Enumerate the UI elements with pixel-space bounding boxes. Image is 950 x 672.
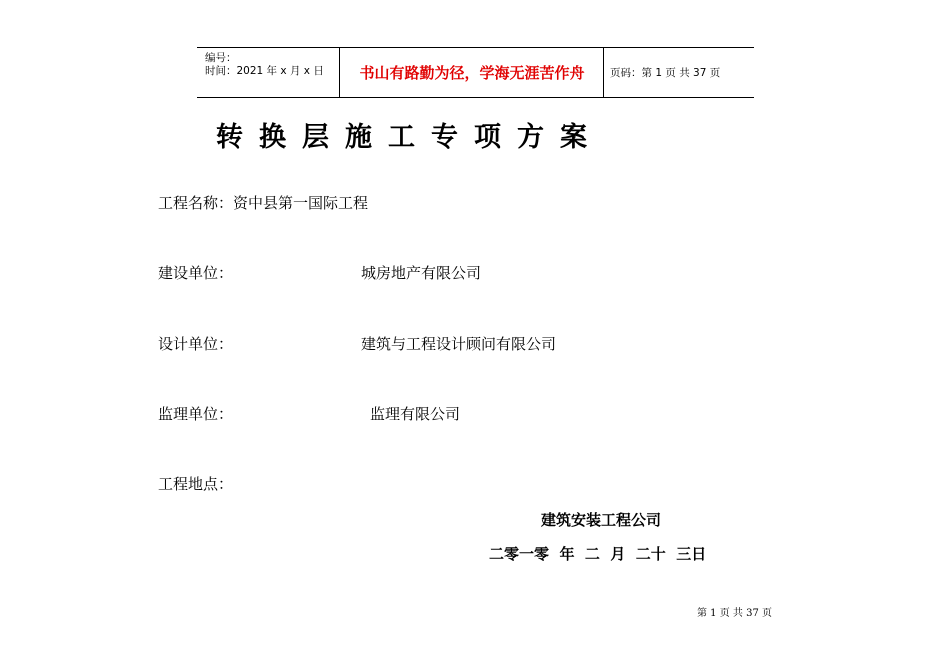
signature-company: 建筑安装工程公司 xyxy=(541,511,662,529)
designer-value: 建筑与工程设计顾问有限公司 xyxy=(361,335,557,353)
number-label: 编号： xyxy=(205,52,237,64)
header-motto: 书山有路勤为径，学海无涯苦作舟 xyxy=(359,64,585,82)
header-divider xyxy=(603,48,604,97)
document-title: 转换层施工专项方案 xyxy=(216,122,603,153)
supervisor-value: 监理有限公司 xyxy=(370,405,461,423)
header-page-info: 页码：第 1 页 共 37 页 xyxy=(610,67,721,79)
project-name: 工程名称：资中县第一国际工程 xyxy=(158,194,369,212)
page-footer: 第 1 页 共 37 页 xyxy=(697,608,772,619)
document-header xyxy=(197,47,754,98)
builder-value: 城房地产有限公司 xyxy=(361,264,482,282)
builder-label: 建设单位： xyxy=(158,264,234,282)
header-meta xyxy=(205,52,324,78)
time-label: 时间：2021 年 x 月 x 日 xyxy=(205,65,324,77)
signature-date: 二零一零 年 二 月 二十 三日 xyxy=(489,545,707,563)
supervisor-label: 监理单位： xyxy=(158,405,234,423)
location-label: 工程地点： xyxy=(158,475,234,493)
designer-label: 设计单位： xyxy=(158,335,234,353)
